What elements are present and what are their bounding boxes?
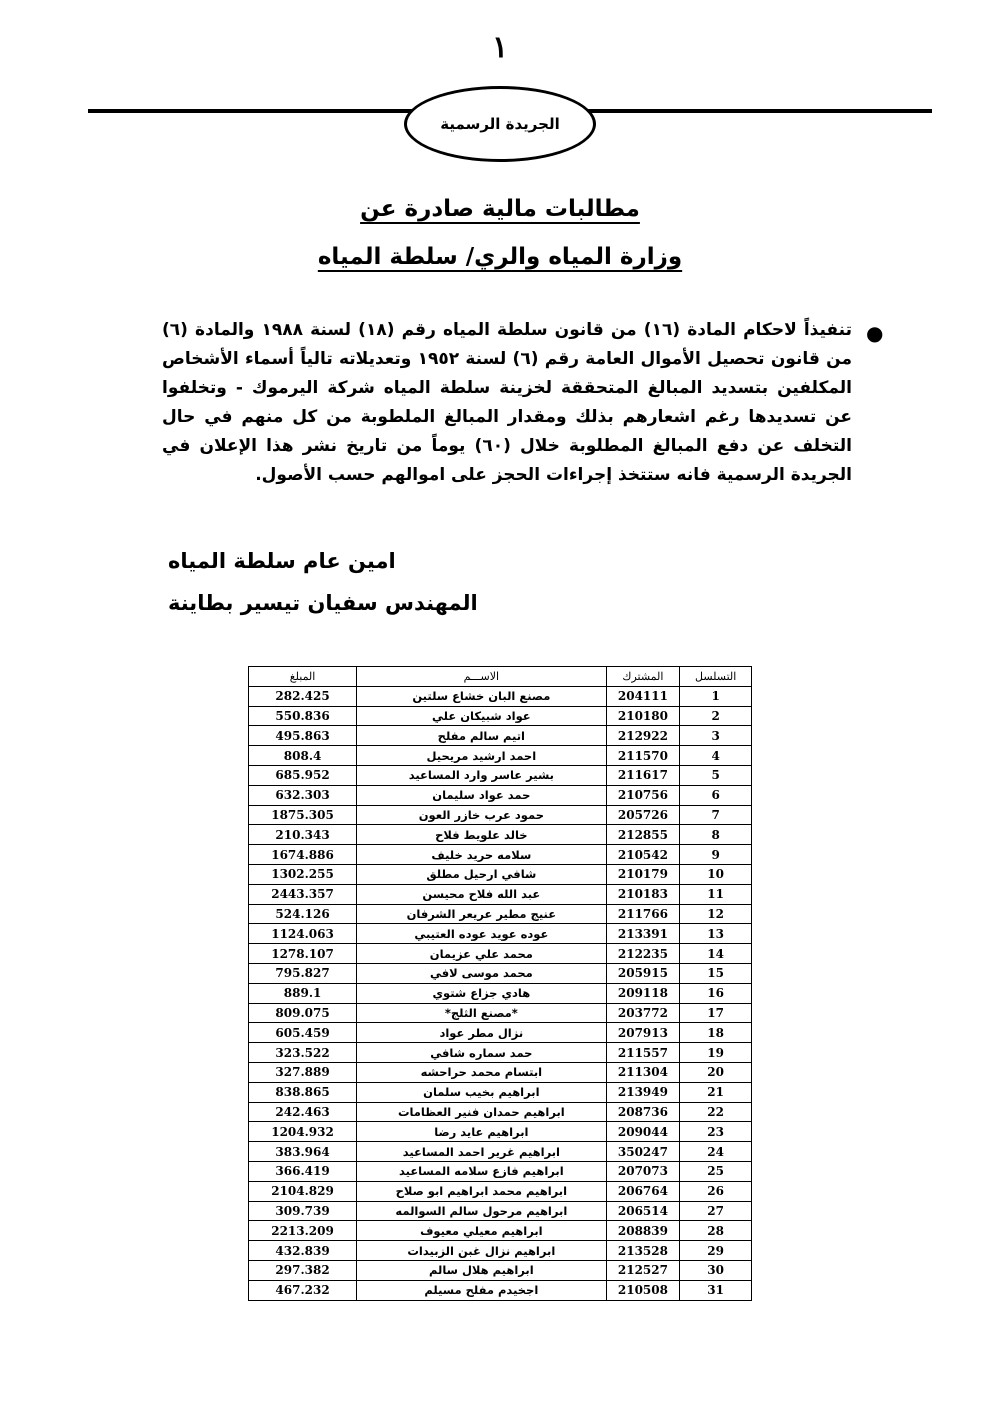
table-row [249, 963, 752, 983]
header-name: الاســـم [357, 667, 606, 687]
cell-amount: 808.4 [249, 746, 357, 766]
cell-serial: 10 [680, 864, 752, 884]
cell-subscriber: 210756 [606, 785, 680, 805]
cell-name: محمد موسى لافي [357, 963, 606, 983]
table-row [249, 1082, 752, 1102]
table-row [249, 765, 752, 785]
table-row [249, 983, 752, 1003]
cell-subscriber: 211304 [606, 1062, 680, 1082]
table-row [249, 904, 752, 924]
cell-serial: 14 [680, 944, 752, 964]
cell-amount: 2104.829 [249, 1181, 357, 1201]
cell-subscriber: 213391 [606, 924, 680, 944]
cell-serial: 12 [680, 904, 752, 924]
table-row [249, 944, 752, 964]
table-row [249, 686, 752, 706]
cell-subscriber: 210183 [606, 884, 680, 904]
cell-subscriber: 212235 [606, 944, 680, 964]
cell-serial: 28 [680, 1221, 752, 1241]
cell-amount: 327.889 [249, 1062, 357, 1082]
cell-serial: 17 [680, 1003, 752, 1023]
cell-subscriber: 212855 [606, 825, 680, 845]
cell-subscriber: 212922 [606, 726, 680, 746]
table-row [249, 1260, 752, 1280]
cell-amount: 1674.886 [249, 845, 357, 865]
table-row [249, 785, 752, 805]
cell-amount: 366.419 [249, 1161, 357, 1181]
cell-subscriber: 208839 [606, 1221, 680, 1241]
signature-name: المهندس سفيان تيسير بطاينة [168, 591, 478, 615]
cell-serial: 13 [680, 924, 752, 944]
cell-name: ابراهيم معيلي معيوف [357, 1221, 606, 1241]
cell-amount: 1204.932 [249, 1122, 357, 1142]
cell-name: خالد علويط فلاح [357, 825, 606, 845]
cell-serial: 18 [680, 1023, 752, 1043]
header-serial: التسلسل [680, 667, 752, 687]
masthead-title: الجريدة الرسمية [440, 115, 560, 133]
cell-serial: 23 [680, 1122, 752, 1142]
cell-serial: 15 [680, 963, 752, 983]
cell-name: ابتسام محمد حراحشه [357, 1062, 606, 1082]
cell-amount: 1302.255 [249, 864, 357, 884]
cell-name: ابراهيم عايد رضا [357, 1122, 606, 1142]
cell-amount: 550.836 [249, 706, 357, 726]
heading-ministry: وزارة المياه والري/ سلطة المياه [317, 244, 683, 270]
cell-serial: 27 [680, 1201, 752, 1221]
cell-subscriber: 211766 [606, 904, 680, 924]
cell-name: ابراهيم حمدان فنير العظامات [357, 1102, 606, 1122]
cell-amount: 383.964 [249, 1142, 357, 1162]
table-row [249, 1221, 752, 1241]
cell-subscriber: 203772 [606, 1003, 680, 1023]
cell-subscriber: 209044 [606, 1122, 680, 1142]
cell-amount: 495.863 [249, 726, 357, 746]
cell-serial: 6 [680, 785, 752, 805]
cell-serial: 11 [680, 884, 752, 904]
cell-serial: 9 [680, 845, 752, 865]
cell-amount: 210.343 [249, 825, 357, 845]
table-row [249, 1003, 752, 1023]
cell-name: اجخيدم مفلح مسيلم [357, 1280, 606, 1300]
cell-amount: 2443.357 [249, 884, 357, 904]
cell-name: اتيم سالم مفلح [357, 726, 606, 746]
cell-subscriber: 210542 [606, 845, 680, 865]
cell-subscriber: 206764 [606, 1181, 680, 1201]
cell-subscriber: 204111 [606, 686, 680, 706]
cell-amount: 795.827 [249, 963, 357, 983]
cell-name: حمود عرب خازر العون [357, 805, 606, 825]
cell-subscriber: 210180 [606, 706, 680, 726]
cell-amount: 242.463 [249, 1102, 357, 1122]
cell-name: ابراهيم نزال غبن الزبيدات [357, 1241, 606, 1261]
cell-serial: 19 [680, 1043, 752, 1063]
cell-serial: 31 [680, 1280, 752, 1300]
cell-serial: 5 [680, 765, 752, 785]
cell-name: احمد ارشيد مريحيل [357, 746, 606, 766]
table-row [249, 726, 752, 746]
cell-amount: 809.075 [249, 1003, 357, 1023]
cell-serial: 20 [680, 1062, 752, 1082]
cell-amount: 1124.063 [249, 924, 357, 944]
cell-name: شافي ارحيل مطلق [357, 864, 606, 884]
cell-name: عوده عويد عوده العتيبي [357, 924, 606, 944]
cell-name: ابراهيم غرير احمد المساعيد [357, 1142, 606, 1162]
cell-subscriber: 205726 [606, 805, 680, 825]
cell-subscriber: 211570 [606, 746, 680, 766]
cell-name: حمد سماره شافي [357, 1043, 606, 1063]
cell-serial: 4 [680, 746, 752, 766]
cell-serial: 29 [680, 1241, 752, 1261]
table-row [249, 845, 752, 865]
table-row [249, 1102, 752, 1122]
cell-name: ابراهيم فازع سلامه المساعيد [357, 1161, 606, 1181]
notice-paragraph: تنفيذاً لاحكام المادة (١٦) من قانون سلطة المياه رقم (١٨) لسنة ١٩٨٨ والمادة (٦) من قانون تحصيل الأموال العامة رقم (٦) لسنة ١٩٥٢ وتعديلاته تالياً أسماء الأشخاص المكلفين بتسديد المبالغ المتحققة لخزينة سلطة المياه شركة اليرموك - وتخلفوا عن تسديدها رغم اشعارهم بذلك ومقدار المبالغ الملطوبة من كل منهم في حال التخلف عن دفع المبالغ المطلوبة خلال (٦٠) يوماً من تاريخ نشر هذا الإعلان في الجريدة الرسمية فانه ستتخذ إجراءات الحجز على اموالهم حسب الأصول. [162, 320, 852, 485]
table-row [249, 1161, 752, 1181]
cell-amount: 838.865 [249, 1082, 357, 1102]
cell-subscriber: 209118 [606, 983, 680, 1003]
signature-title: امين عام سلطة المياه [168, 549, 396, 573]
cell-name: عواد شبيكان علي [357, 706, 606, 726]
table-row [249, 1280, 752, 1300]
cell-name: محمد علي عزيمان [357, 944, 606, 964]
cell-amount: 323.522 [249, 1043, 357, 1063]
bullet-icon: ● [866, 321, 884, 345]
cell-amount: 432.839 [249, 1241, 357, 1261]
cell-amount: 632.303 [249, 785, 357, 805]
cell-serial: 3 [680, 726, 752, 746]
cell-name: حمد عواد سليمان [357, 785, 606, 805]
cell-subscriber: 210179 [606, 864, 680, 884]
cell-subscriber: 213528 [606, 1241, 680, 1261]
cell-amount: 467.232 [249, 1280, 357, 1300]
cell-name: ابراهيم هلال سالم [357, 1260, 606, 1280]
cell-serial: 30 [680, 1260, 752, 1280]
cell-name: هادي جزاع شتوي [357, 983, 606, 1003]
cell-serial: 22 [680, 1102, 752, 1122]
cell-subscriber: 207913 [606, 1023, 680, 1043]
cell-amount: 309.739 [249, 1201, 357, 1221]
cell-serial: 7 [680, 805, 752, 825]
cell-amount: 524.126 [249, 904, 357, 924]
cell-name: بشير عاسر وارد المساعيد [357, 765, 606, 785]
table-row [249, 924, 752, 944]
cell-serial: 25 [680, 1161, 752, 1181]
table-row [249, 1241, 752, 1261]
header-subscriber: المشترك [606, 667, 680, 687]
cell-subscriber: 210508 [606, 1280, 680, 1300]
table-row [249, 825, 752, 845]
cell-amount: 297.382 [249, 1260, 357, 1280]
cell-amount: 889.1 [249, 983, 357, 1003]
table-row [249, 1201, 752, 1221]
cell-subscriber: 350247 [606, 1142, 680, 1162]
cell-subscriber: 206514 [606, 1201, 680, 1221]
table-header-row [249, 667, 752, 687]
cell-serial: 8 [680, 825, 752, 845]
cell-name: نزال مطر عواد [357, 1023, 606, 1043]
table-row [249, 805, 752, 825]
cell-serial: 16 [680, 983, 752, 1003]
cell-name: عبد الله فلاح محيسن [357, 884, 606, 904]
cell-serial: 24 [680, 1142, 752, 1162]
cell-serial: 21 [680, 1082, 752, 1102]
claims-table [248, 666, 752, 1301]
table-row [249, 1062, 752, 1082]
page-number: ١ [491, 30, 509, 65]
table-row [249, 1142, 752, 1162]
cell-serial: 26 [680, 1181, 752, 1201]
cell-subscriber: 205915 [606, 963, 680, 983]
cell-amount: 605.459 [249, 1023, 357, 1043]
table-row [249, 706, 752, 726]
cell-subscriber: 211617 [606, 765, 680, 785]
cell-amount: 282.425 [249, 686, 357, 706]
cell-subscriber: 207073 [606, 1161, 680, 1181]
cell-subscriber: 213949 [606, 1082, 680, 1102]
cell-amount: 685.952 [249, 765, 357, 785]
cell-name: عنيج مطير عريعر الشرفان [357, 904, 606, 924]
cell-serial: 1 [680, 686, 752, 706]
header-amount: المبلغ [249, 667, 357, 687]
heading-claims: مطالبات مالية صادرة عن [360, 196, 640, 222]
masthead-oval [404, 86, 596, 162]
cell-subscriber: 212527 [606, 1260, 680, 1280]
table-row [249, 1181, 752, 1201]
table-row [249, 746, 752, 766]
cell-amount: 2213.209 [249, 1221, 357, 1241]
cell-name: سلامه حريد خليف [357, 845, 606, 865]
table-row [249, 884, 752, 904]
cell-name: مصنع البان خشاع سلتين [357, 686, 606, 706]
table-row [249, 1122, 752, 1142]
claims-table-body [249, 686, 752, 1300]
cell-name: *مصنع الثلج* [357, 1003, 606, 1023]
cell-amount: 1278.107 [249, 944, 357, 964]
table-row [249, 1043, 752, 1063]
cell-amount: 1875.305 [249, 805, 357, 825]
cell-name: ابراهيم مرحول سالم السوالمه [357, 1201, 606, 1221]
cell-name: ابراهيم بخيب سلمان [357, 1082, 606, 1102]
cell-subscriber: 208736 [606, 1102, 680, 1122]
cell-subscriber: 211557 [606, 1043, 680, 1063]
table-row [249, 864, 752, 884]
cell-serial: 2 [680, 706, 752, 726]
cell-name: ابراهيم محمد ابراهيم ابو صلاح [357, 1181, 606, 1201]
table-row [249, 1023, 752, 1043]
